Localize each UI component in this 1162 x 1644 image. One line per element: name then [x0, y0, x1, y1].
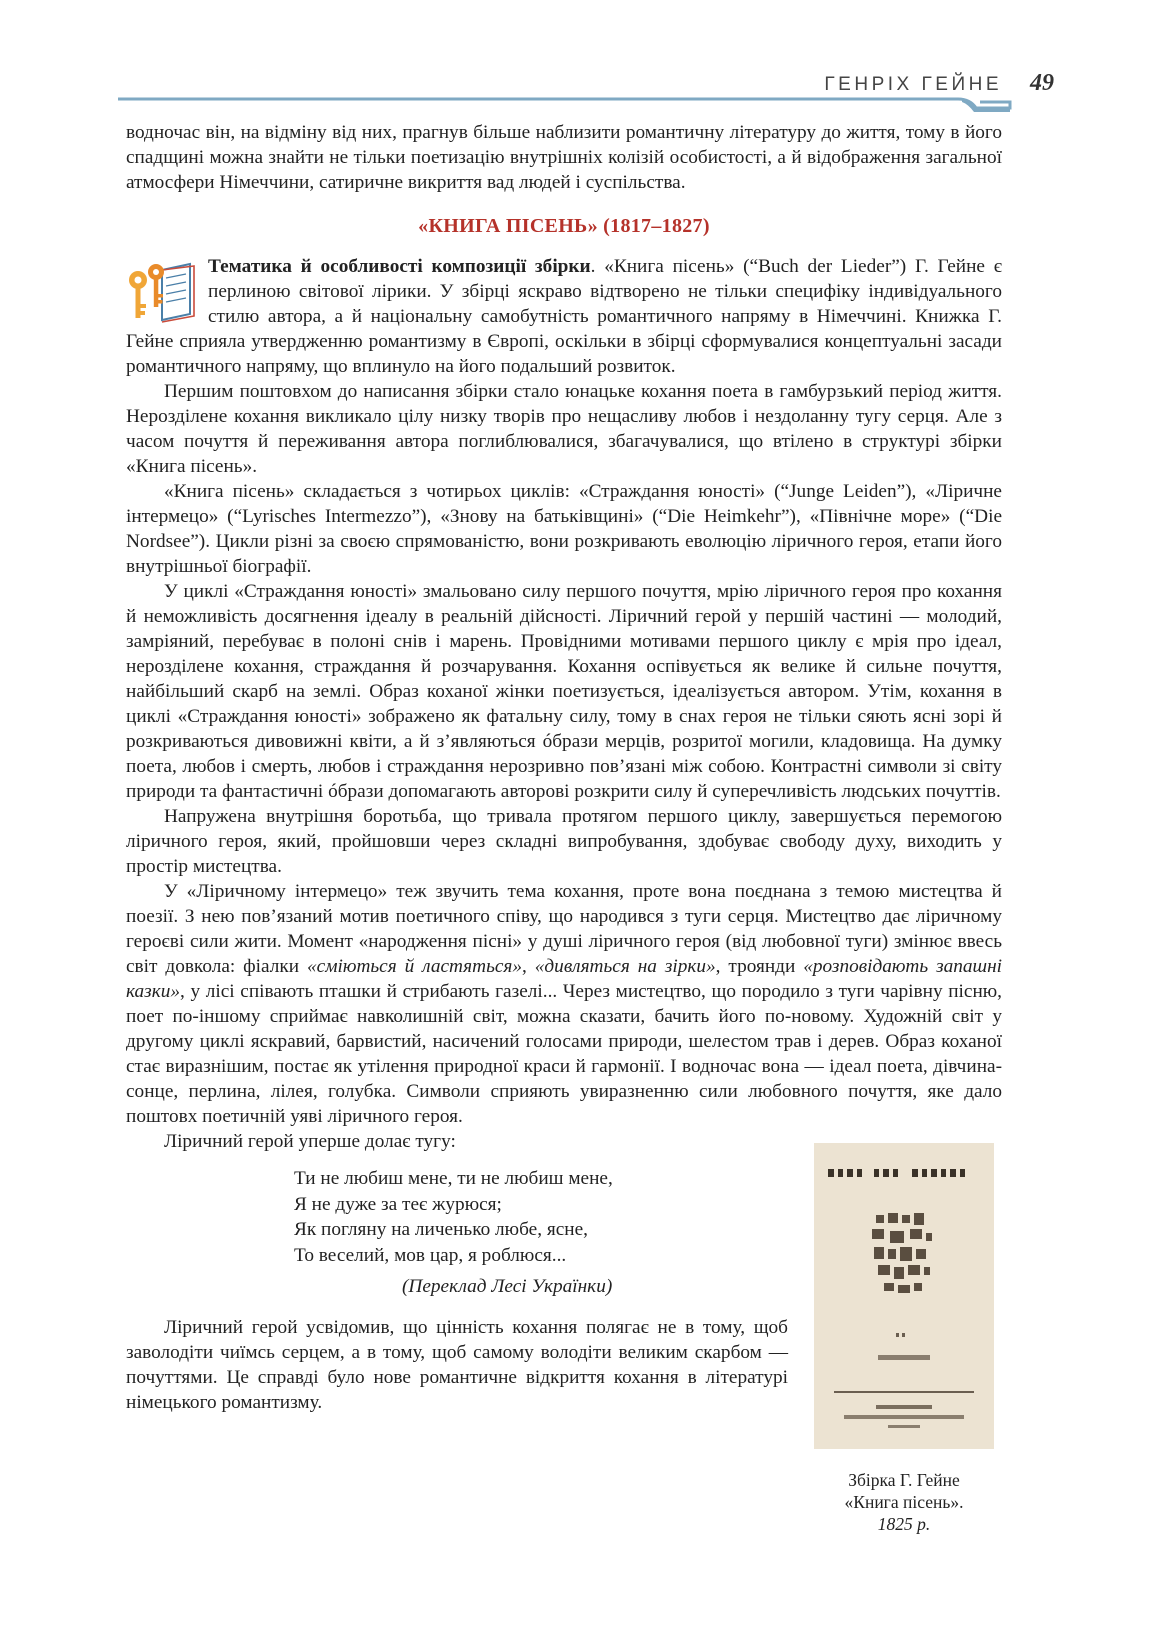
intro-paragraph: водночас він, на відміну від них, прагнув більше наблизити романтичну літературу до життя, тому в його спадщині можна знайти не тільки поетизацію внутрішніх колізій особистості, а й відображення загальної атмосфери Німеччини, сатиричне викриття вад людей і суспільства.	[126, 122, 1002, 193]
paragraph-conclusion: Ліричний герой усвідомив, що цінність кохання полягає не в тому, щоб заволодіти чиїмсь серцем, а в тому, щоб самому володіти великим скарбом — почуттями. Це справді було нове романтичне відкриття кохання в літературі німецького романтизму.	[126, 1317, 788, 1413]
caption-line-1: Збірка Г. Гейне	[848, 1470, 960, 1490]
lead-block	[126, 254, 1002, 379]
poem-line: Як погляну на личенько любе, ясне,	[294, 1219, 588, 1240]
paragraph-inner-struggle: Напружена внутрішня боротьба, що тривала протягом першого циклу, завершується перемогою ліричного героя, який, пройшовши через складні випробування, здобуває свободу духу, виходить у простір мистецтва.	[126, 806, 1002, 877]
running-title: ГЕНРІХ ГЕЙНЕ	[824, 74, 1002, 95]
book-figure	[806, 1143, 1002, 1535]
paragraph-first-impulse: Першим поштовхом до написання збірки стало юнацьке кохання поета в гамбурзький період життя. Нерозділене кохання викликало цілу низку творів про нещасливу любов і нездоланну тугу серця. Але з часом почуття й переживання автора поглиблювалися, збагачувалися, що втілено в структурі збірки «Книга пісень».	[126, 381, 1002, 477]
paragraph-overcomes-sorrow: Ліричний герой уперше долає тугу:	[164, 1131, 456, 1152]
intermezzo-quote-2: «дивляться на зірки»	[534, 956, 716, 977]
page-header	[0, 0, 1162, 120]
caption-line-2: «Книга пісень».	[844, 1492, 964, 1512]
page-number: 49	[1030, 70, 1054, 96]
figure-caption	[806, 1469, 1002, 1535]
paragraph-themes-text: . «Книга пісень» (“Buch der Lieder”) Г. Гейне є перлиною світової лірики. У збірці яскраво відтворено не тільки специфіку індивідуального стилю автора, а й національну самобутність романтичного напряму в Німеччині. Книжка Г. Гейне сприяла утвердженню романтизму в Європі, оскільки в збірці сформувалися концептуальні засади романтичного напряму, що вплинуло на його подальший розвиток.	[126, 256, 1002, 377]
intermezzo-text-a: У «Ліричному інтермецо» теж звучить тема кохання, проте вона поєднана з темою мистецтва й поезії. З нею пов’язаний мотив поетичного співу, що народився з туги серця. Мистецтво дає ліричному героєві сили жити. Момент «народження пісні» у душі ліричного героя (від любовної туги) змінює ввесь світ довкола: фіалки	[126, 881, 1002, 977]
page-content	[126, 120, 1002, 1535]
key-and-book-icon	[124, 256, 202, 328]
paragraph-lead-term: Тематика й особливості композиції збірки	[208, 256, 591, 277]
poem-line: Ти не любиш мене, ти не любиш мене,	[294, 1168, 613, 1189]
intermezzo-text-d: , у лісі співають пташки й стрибають газелі... Через мистецтво, що породило з туги чарівну пісню, поет по-іншому сприймає навколишній світ, можна сказати, бачить його по-новому. Художній світ у другому циклі яскравий, барвистий, насичений голосами природи, шелестом трав і дерев. Образ коханої стає виразнішим, постає як утілення природної краси й гармонії. І водночас вона — ідеал поета, дівчина-сонце, перлина, лілея, голубка. Символи сприяють увиразненню сили любовного почуття, яке дало поштовх поетичній уяві ліричного героя.	[126, 981, 1002, 1127]
intermezzo-text-b: ,	[522, 956, 535, 977]
paragraph-cycles: «Книга пісень» складається з чотирьох циклів: «Страждання юності» (“Junge Leiden”), «Ліричне інтермецо» (“Lyrisches Intermezzo”), «Знову на батьківщині» (“Die Heimkehr”), «Північне море» (“Die Nordsee”). Цикли різні за своєю спрямованістю, вони розкривають еволюцію ліричного героя, етапи його внутрішньої біографії.	[126, 481, 1002, 577]
intermezzo-quote-3: «розповідають запашні казки»	[126, 956, 1002, 1002]
paragraph-themes	[126, 254, 1002, 379]
paragraph-youth-suffering: У циклі «Страждання юності» змальовано силу першого почуття, мрію ліричного героя про кохання й неможливість досягнення ідеалу в реальній дійсності. Ліричний герой у першій частині — молодий, замріяний, перебуває в полоні снів і марень. Провідними мотивами першого циклу є мрія про ідеал, нерозділене кохання, страждання й розчарування. Кохання оспівується як велике й сильне почуття, найбільший скарб на землі. Образ коханої жінки поетизується, ідеалізується автором. Утім, кохання в циклі «Страждання юності» зображено як фатальну силу, тому в снах героя не тільки сяють ясні зорі й розкриваються дивовижні квіти, а й з’являються óбрази мерців, розритої могили, кладовища. На думку поета, любов і смерть, любов і страждання нерозривно пов’язані між собою. Контрастні символи зі світу природи та фантастичні óбрази допомагають авторові розкрити силу й суперечливість людських почуттів.	[126, 581, 1002, 802]
intermezzo-text-c: , троянди	[715, 956, 804, 977]
caption-year: 1825 р.	[877, 1514, 931, 1534]
section-title: «КНИГА ПІСЕНЬ» (1817–1827)	[418, 215, 710, 237]
book-title-page-image	[814, 1143, 994, 1449]
poem-translation-credit: (Переклад Лесі Українки)	[402, 1276, 613, 1297]
header-rule	[0, 96, 1162, 120]
poem-line: Я не дуже за теє журюся;	[294, 1193, 502, 1215]
poem-line: То веселий, мов цар, я роблюся...	[294, 1244, 567, 1266]
intermezzo-quote-1: «сміються й ластяться»	[307, 956, 523, 977]
paragraph-lyrical-intermezzo	[126, 879, 1002, 1129]
